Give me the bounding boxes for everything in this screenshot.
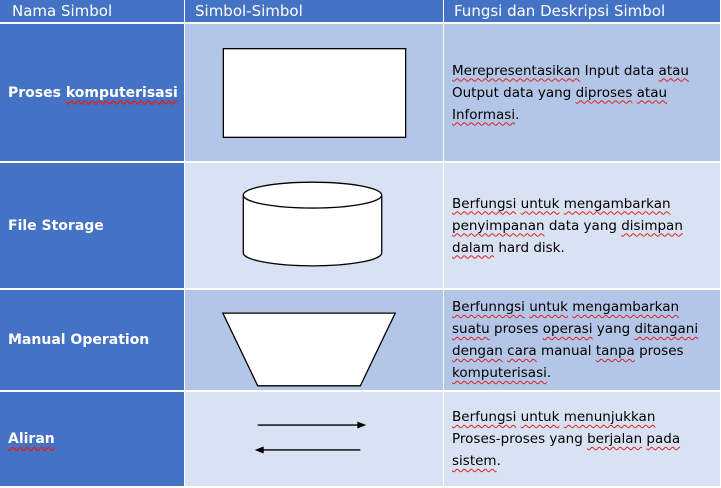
row-symbol-cell xyxy=(185,392,444,488)
header-fungsi-deskripsi: Fungsi dan Deskripsi Simbol xyxy=(444,0,721,24)
row-name-text: Aliran xyxy=(8,431,55,447)
header-nama-simbol: Nama Simbol xyxy=(0,0,185,24)
row-symbol-cell xyxy=(185,290,444,392)
row-description: Merepresentasikan Input data atau Output data yang diproses atau Informasi. xyxy=(444,24,721,163)
cylinder-symbol-icon xyxy=(185,163,443,288)
row-name-aliran xyxy=(0,392,185,488)
row-name-manual-operation: Manual Operation xyxy=(0,290,185,392)
rectangle-symbol-icon xyxy=(185,24,443,161)
header-simbol-simbol: Simbol-Simbol xyxy=(185,0,444,24)
trapezoid-symbol-icon xyxy=(185,290,443,390)
row-symbol-cell xyxy=(185,24,444,163)
flow-arrows-symbol-icon xyxy=(185,392,443,486)
desc-line: Merepresentasikan xyxy=(452,62,581,79)
row-description: Berfunngsi untuk mengambarkan suatu proses operasi yang ditangani dengan cara manual tanpa proses komputerisasi. xyxy=(444,290,721,392)
row-symbol-cell xyxy=(185,163,444,290)
row-description: Berfungsi untuk menunjukkan Proses-proses yang berjalan pada sistem. xyxy=(444,392,721,488)
row-name-file-storage: File Storage xyxy=(0,163,185,290)
row-name-proses-komputerisasi xyxy=(0,24,185,163)
name-word-komputerisasi: komputerisasi xyxy=(65,84,178,101)
row-description: Berfungsi untuk mengambarkan penyimpanan data yang disimpan dalam hard disk. xyxy=(444,163,721,290)
name-word-proses: Proses xyxy=(8,84,61,101)
